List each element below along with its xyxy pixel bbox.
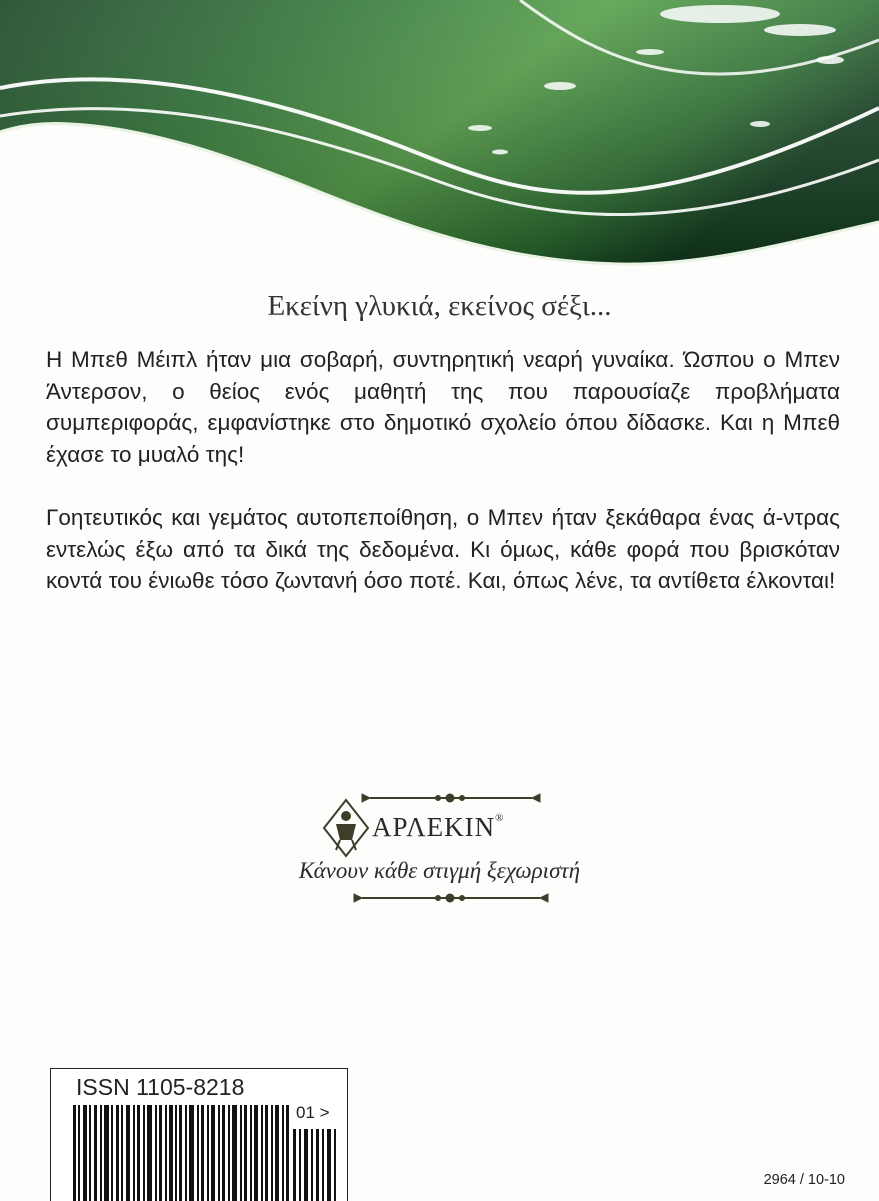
barcode [73, 1105, 289, 1201]
publisher-name-text: ΑΡΛΕΚΙΝ [372, 812, 496, 842]
registered-mark: ® [495, 812, 505, 824]
barcode-addon [296, 1103, 330, 1123]
harlequin-diamond-icon [324, 800, 368, 856]
catalog-code: 2964 / 10-10 [763, 1172, 845, 1188]
tagline: Εκείνη γλυκιά, εκείνος σέξι... [267, 290, 612, 322]
chevron-right-icon: > [319, 1103, 330, 1122]
publisher-name [372, 812, 504, 843]
blurb-paragraph-1: Η Μπεθ Μέιπλ ήταν μια σοβαρή, συντηρητική νεαρή γυναίκα. Ώσπου ο Μπεν Άντερσον, ο θείος ενός μαθητή της που παρουσίαζε προβλήματα συμπεριφοράς, εμφανίστηκε στο δημοτικό σχολείο όπου δίδασκε. Και η Μπεθ έχασε το μυαλό της! [46, 347, 840, 467]
blurb-paragraph-2: Γοητευτικός και γεμάτος αυτοπεποίθηση, ο Μπεν ήταν ξεκάθαρα ένας ά-ντρας εντελώς έξω από τα δικά της δεδομένα. Κι όμως, κάθε φορά που βρισκόταν κοντά του ένιωθε τόσο ζωντανή όσο ποτέ. Και, όπως λένε, τα αντίθετα έλκονται! [46, 505, 840, 593]
barcode-addon-text: 01 [296, 1103, 315, 1122]
issn-label: ISSN 1105-8218 [76, 1074, 245, 1100]
green-swoosh-banner [0, 0, 879, 270]
barcode-panel [50, 1068, 348, 1201]
publisher-slogan: Κάνουν κάθε στιγμή ξεχωριστή [298, 858, 581, 883]
barcode-addon-bars [293, 1129, 341, 1201]
